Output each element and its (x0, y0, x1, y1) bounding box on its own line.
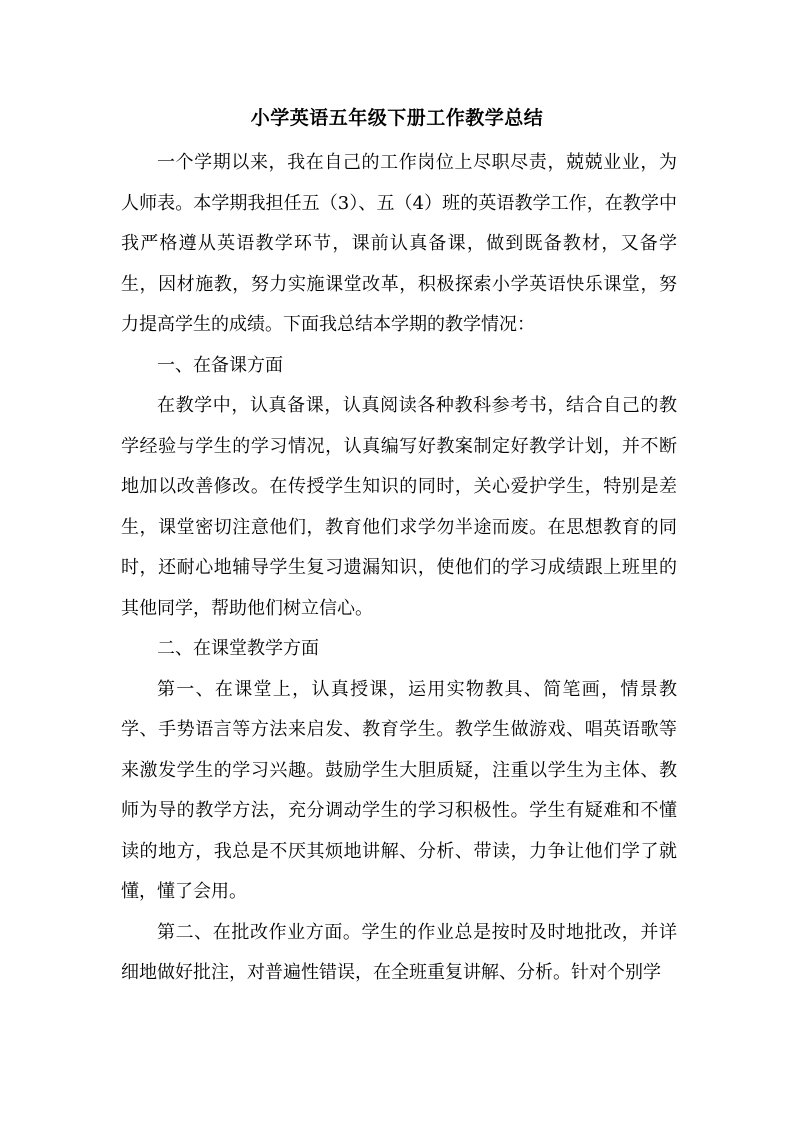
section-heading-classroom-teaching: 二、在课堂教学方面 (157, 638, 319, 659)
paragraph-lesson-prep: 在教学中，认真备课，认真阅读各种教科参考书，结合自己的教学经验与学生的学习情况，认真编写好教案制定好教学计划，并不断地加以改善修改。在传授学生知识的同时，关心爱护学生，特别是差生，课堂密切注意他们，教育他们求学勿半途而废。在思想教育的同时，还耐心地辅导学生复习遗漏知识，使他们的学习成绩跟上班里的其他同学，帮助他们树立信心。 (121, 395, 677, 619)
paragraph-classroom-second: 第二、在批改作业方面。学生的作业总是按时及时地批改，并详细地做好批注，对普遍性错误，在全班重复讲解、分析。针对个别学 (121, 921, 677, 983)
document-body (121, 143, 677, 994)
paragraph-intro: 一个学期以来，我在自己的工作岗位上尽职尽责，兢兢业业，为人师表。本学期我担任五（3）、五（4）班的英语教学工作，在教学中我严格遵从英语教学环节，课前认真备课，做到既备教材，又备学生，因材施教，努力实施课堂改革，积极探索小学英语快乐课堂，努力提高学生的成绩。下面我总结本学期的教学情况： (121, 152, 677, 335)
document-title: 小学英语五年级下册工作教学总结 (250, 107, 544, 129)
paragraph-classroom-first: 第一、在课堂上，认真授课，运用实物教具、简笔画，情景教学、手势语言等方法来启发、教育学生。教学生做游戏、唱英语歌等来激发学生的学习兴趣。鼓励学生大胆质疑，注重以学生为主体、教师为导的教学方法，充分调动学生的学习积极性。学生有疑难和不懂读的地方，我总是不厌其烦地讲解、分析、带读，力争让他们学了就懂，懂了会用。 (121, 678, 677, 902)
section-heading-lesson-prep: 一、在备课方面 (157, 354, 283, 376)
